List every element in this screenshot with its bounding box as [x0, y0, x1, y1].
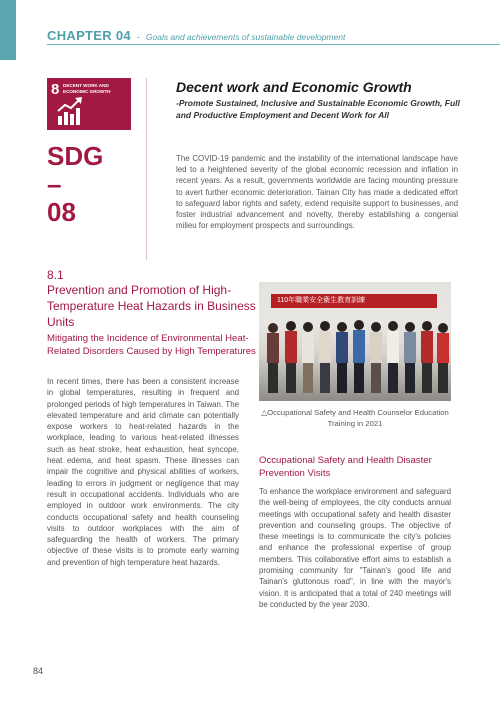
intro-paragraph: The COVID-19 pandemic and the instability of the international landscape have led to a heightened severity of the global economic recession and inflation in recent years. As a result, governments worldwide are facing mounting pressure to avert further economic deterioration. Tainan City has made a dedicated effort to safeguard labor rights and safety, extend requisite support to businesses, and foster industrial advancement and novelty, thereby establishing a congenial milieu for employment prospects and surroundings. [176, 154, 458, 231]
group-photo [259, 282, 451, 401]
group-photo-people [259, 282, 451, 401]
sdg-tile [47, 78, 131, 130]
sdg-label [47, 142, 127, 226]
right-subheading: Occupational Safety and Health Disaster Prevention Visits [259, 455, 432, 479]
section-number: 8.1 [47, 268, 64, 282]
left-subheading: Mitigating the Incidence of Environmental Heat-Related Disorders Caused by High Temperatures [47, 333, 256, 357]
chapter-separator: - [136, 32, 140, 42]
photo-caption [259, 408, 451, 429]
page-subtitle: -Promote Sustained, Inclusive and Sustainable Economic Growth, Full and Productive Employment and Decent Work for All [176, 98, 460, 120]
chapter-number: CHAPTER 04 [47, 28, 131, 43]
page-number: 84 [33, 666, 44, 676]
sdg-label-dash: – [47, 169, 62, 199]
photo-banner: 110年職業安全衛生教育訓練 [271, 294, 437, 308]
chapter-title: Goals and achievements of sustainable development [145, 32, 346, 42]
vertical-divider [146, 78, 147, 260]
photo-caption-text: Occupational Safety and Health Counselor Education Training in 2021 [267, 408, 449, 428]
sdg-tile-number: 8 [51, 81, 60, 98]
sdg-label-prefix: SDG [47, 141, 104, 171]
growth-chart-icon [57, 96, 83, 126]
triangle-icon: △ [261, 408, 268, 417]
chapter-tab-marker [0, 0, 16, 60]
section-title: Prevention and Promotion of High-Temperature Heat Hazards in Business Units [47, 283, 256, 329]
header-divider [47, 44, 500, 45]
sdg-label-number: 08 [47, 197, 76, 227]
chapter-header [47, 28, 500, 44]
left-body-text: In recent times, there has been a consistent increase in global temperatures, resulting in frequent and prolonged periods of high temperatures in Taiwan. The elevated temperature and arid climate can potentially expose workers to heat-related hazards in the workplace, leading to various heat-related illnesses such as heat stroke, heat exhaustion, heat syncope, heat edema, and heat spasm. These illnesses can impair the cognitive and physical abilities of workers, leading to errors in judgment or negligence that may result in occupational accidents. Individuals who are employed in outdoor work environments. The city conducts occupational safety and health counseling visits to outdoor workplaces with the aim of safeguarding the health of workers. The primary objective of these visits is to promote early warning and prevention of high temperature heat hazards. [47, 377, 239, 567]
sdg-tile-text: DECENT WORK AND ECONOMIC GROWTH [63, 83, 111, 94]
page-title: Decent work and Economic Growth [176, 79, 412, 95]
right-body-text: To enhance the workplace environment and safeguard the well-being of employees, the city conducts annual meetings with occupational safety and health disaster prevention and counseling groups. The objective of these meetings is to communicate the city's policies and enhance the professional expertise of group members. This collaborative effort aims to establish a promising community for "Tainan's good life and Tainan's gluttonous road", in line with the mayor's vision. It is anticipated that a total of 240 meetings will be conducted by the year 2030. [259, 487, 451, 609]
